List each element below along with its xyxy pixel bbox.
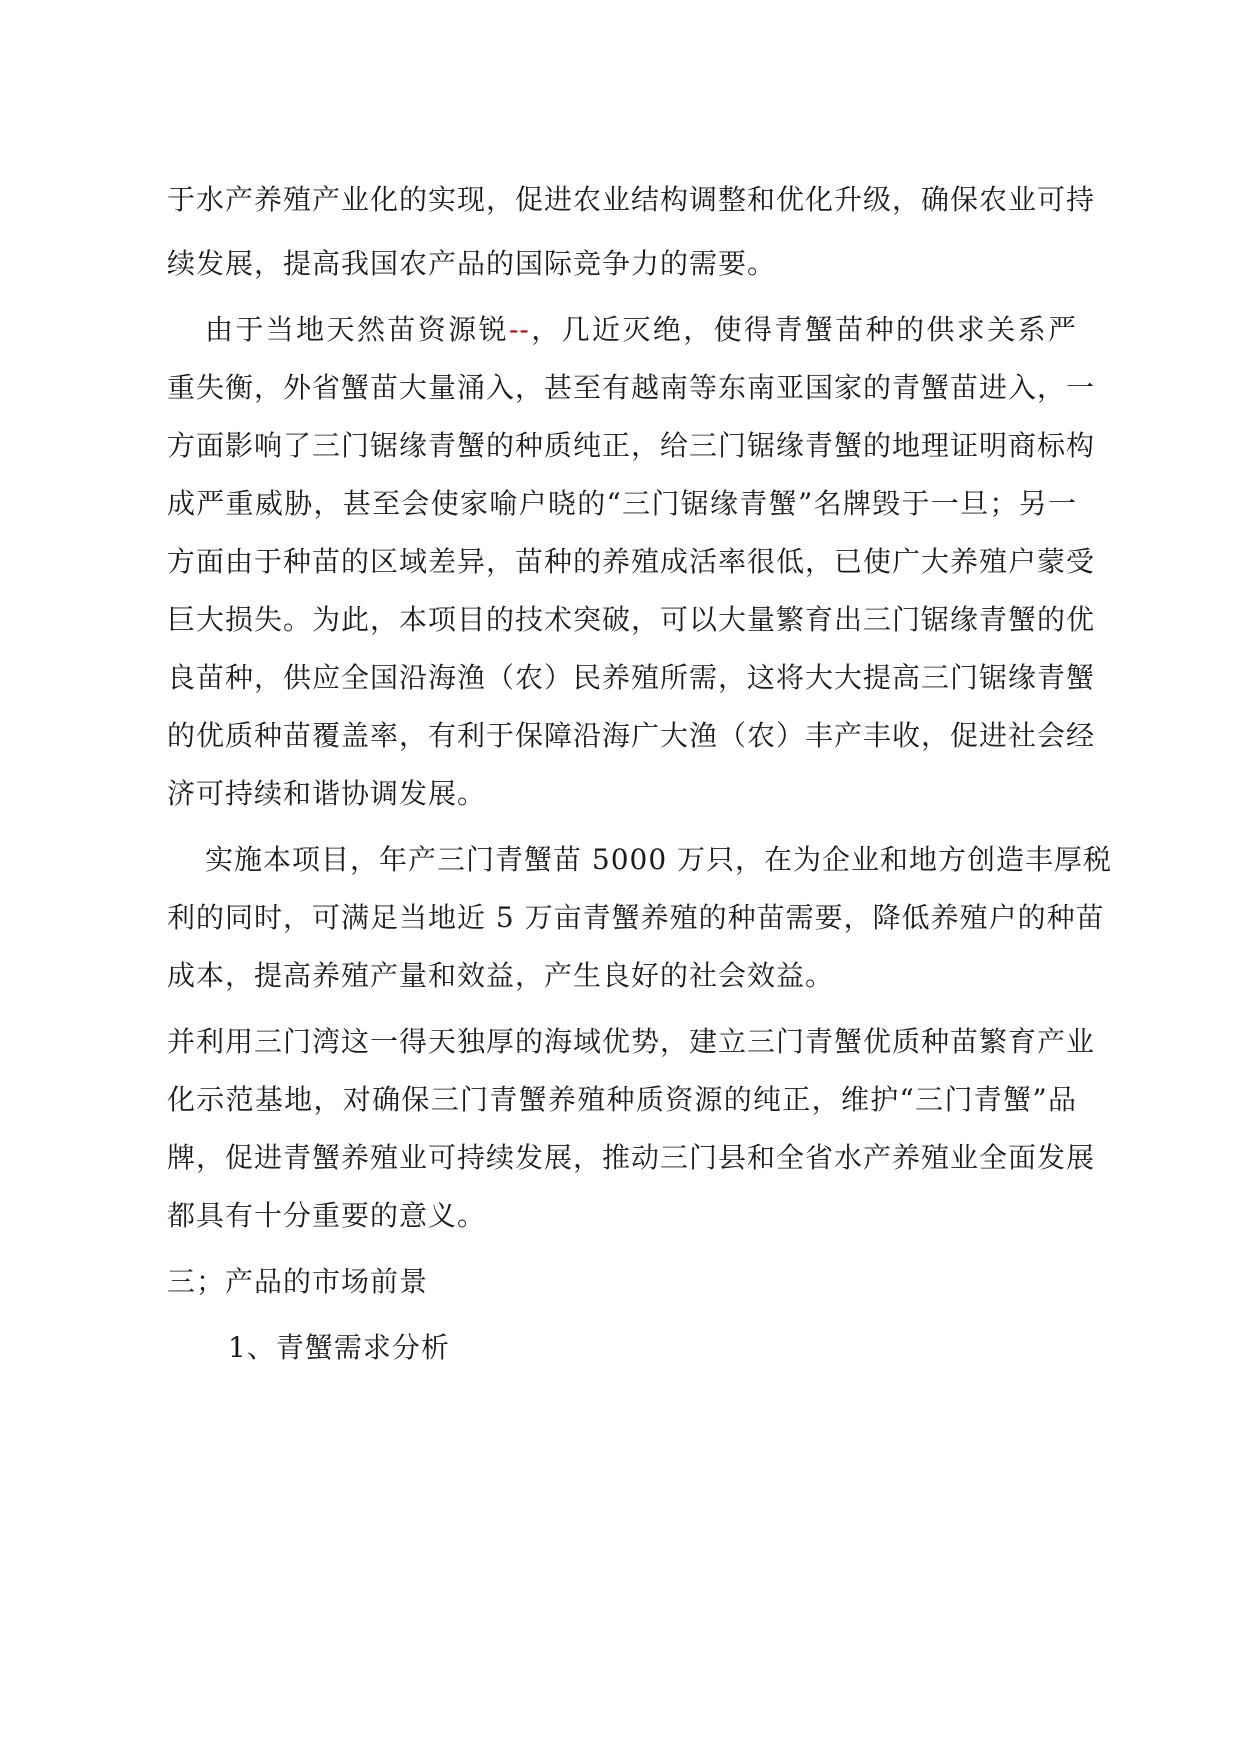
paragraph-4-line-3: 牌，促进青蟹养殖业可持续发展，推动三门县和全省水产养殖业全面发展	[167, 1141, 1096, 1174]
paragraph-2-line-5: 方面由于种苗的区域差异，苗种的养殖成活率很低，已使广大养殖户蒙受	[167, 545, 1096, 578]
paragraph-2-line-7: 良苗种，供应全国沿海渔（农）民养殖所需，这将大大提高三门锯缘青蟹	[167, 661, 1096, 694]
paragraph-2-line-8: 的优质种苗覆盖率，有利于保障沿海广大渔（农）丰产丰收，促进社会经	[167, 719, 1096, 752]
paragraph-2-line-9: 济可持续和谐协调发展。	[167, 777, 487, 810]
section-heading: 三；产品的市场前景	[167, 1265, 429, 1298]
paragraph-2-line-1-suffix: ，几近灭绝，使得青蟹苗种的供求关系严	[529, 313, 1077, 346]
paragraph-1-line-2: 续发展，提高我国农产品的国际竞争力的需要。	[167, 247, 777, 280]
paragraph-3-line-2: 利的同时，可满足当地近 5 万亩青蟹养殖的种苗需要，降低养殖户的种苗	[167, 901, 1105, 934]
paragraph-2-line-1-prefix: 由于当地天然苗资源锐	[205, 313, 509, 346]
paragraph-2-line-4: 成严重威胁，甚至会使家喻户晓的“三门锯缘青蟹”名牌毁于一旦；另一	[167, 487, 1077, 520]
paragraph-2-line-3: 方面影响了三门锯缘青蟹的种质纯正，给三门锯缘青蟹的地理证明商标构	[167, 429, 1096, 462]
paragraph-3-line-1: 实施本项目，年产三门青蟹苗 5000 万只，在为企业和地方创造丰厚税	[205, 843, 1113, 876]
paragraph-1-line-1: 于水产养殖产业化的实现，促进农业结构调整和优化升级，确保农业可持	[167, 183, 1096, 216]
paragraph-2-line-1-dash: --	[508, 313, 530, 346]
paragraph-2-line-2: 重失衡，外省蟹苗大量涌入，甚至有越南等东南亚国家的青蟹苗进入，一	[167, 371, 1096, 404]
paragraph-4-line-4: 都具有十分重要的意义。	[167, 1199, 487, 1232]
paragraph-3-line-3: 成本，提高养殖产量和效益，产生良好的社会效益。	[167, 959, 835, 992]
paragraph-2-line-1	[205, 310, 1077, 350]
paragraph-2-line-6: 巨大损失。为此，本项目的技术突破，可以大量繁育出三门锯缘青蟹的优	[167, 603, 1096, 636]
paragraph-4-line-1: 并利用三门湾这一得天独厚的海域优势，建立三门青蟹优质种苗繁育产业	[167, 1025, 1096, 1058]
paragraph-4-line-2: 化示范基地，对确保三门青蟹养殖种质资源的纯正，维护“三门青蟹”品	[167, 1083, 1077, 1116]
subsection-heading: 1、青蟹需求分析	[228, 1331, 450, 1364]
